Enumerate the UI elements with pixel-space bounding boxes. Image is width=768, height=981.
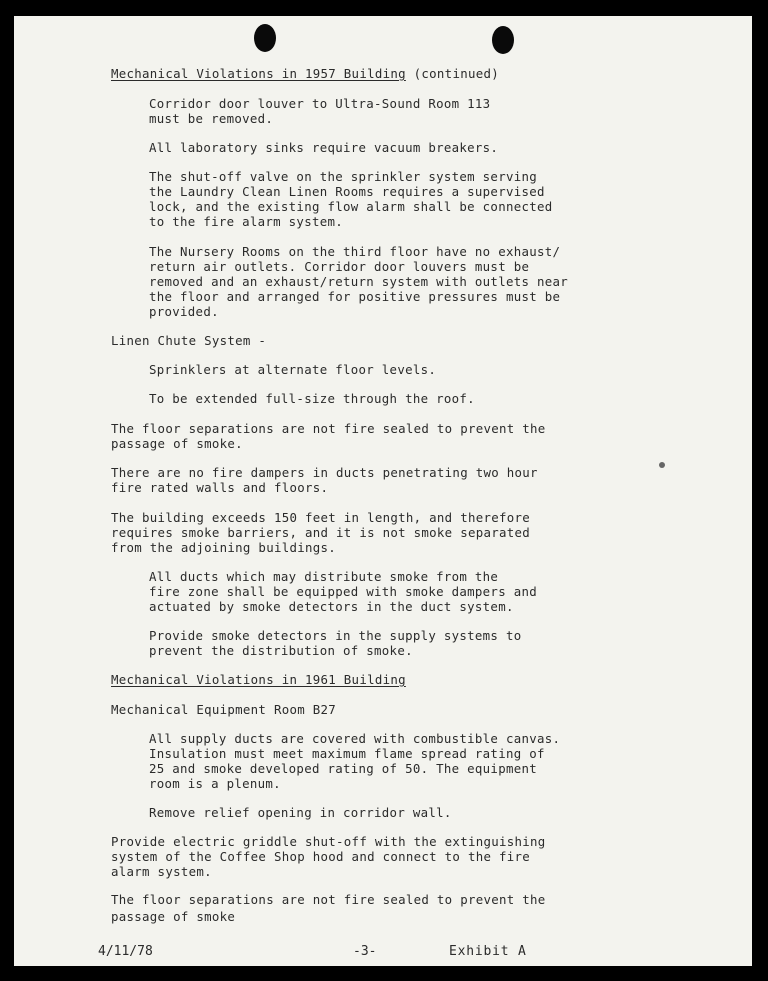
- punch-hole-left: [254, 24, 276, 52]
- equipment-room-title: Mechanical Equipment Room B27: [111, 702, 337, 717]
- text-line: must be removed.: [149, 111, 274, 126]
- text-line: requires smoke barriers, and it is not smoke separated: [111, 525, 531, 540]
- text-line: alarm system.: [111, 864, 212, 879]
- text-line: provided.: [149, 304, 219, 319]
- heading-1957-title: Mechanical Violations in 1957 Building: [111, 66, 406, 81]
- text-line: room is a plenum.: [149, 776, 281, 791]
- text-line: passage of smoke.: [111, 436, 243, 451]
- text-line: There are no fire dampers in ducts penetrating two hour: [111, 465, 538, 480]
- text-line: from the adjoining buildings.: [111, 540, 337, 555]
- text-line: Insulation must meet maximum flame spread rating of: [149, 746, 545, 761]
- text-line: The building exceeds 150 feet in length, and therefore: [111, 510, 531, 525]
- text-line: the floor and arranged for positive pressures must be: [149, 289, 561, 304]
- text-line: The shut-off valve on the sprinkler system serving: [149, 169, 537, 184]
- text-line: 25 and smoke developed rating of 50. The equipment: [149, 761, 537, 776]
- punch-hole-right: [492, 26, 514, 54]
- text-line: fire rated walls and floors.: [111, 480, 329, 495]
- text-line: Remove relief opening in corridor wall.: [149, 805, 452, 820]
- speck: [659, 462, 665, 468]
- footer-exhibit: Exhibit A: [449, 944, 527, 959]
- text-line: lock, and the existing flow alarm shall be connected: [149, 199, 553, 214]
- text-line: the Laundry Clean Linen Rooms requires a supervised: [149, 184, 545, 199]
- text-line: To be extended full-size through the roof.: [149, 391, 475, 406]
- heading-1957: [111, 66, 499, 81]
- text-line: The floor separations are not fire sealed to prevent the: [111, 892, 546, 907]
- footer-page-number: -3-: [353, 944, 377, 959]
- heading-1957-suffix: (continued): [413, 66, 499, 81]
- text-line: The Nursery Rooms on the third floor have no exhaust/: [149, 244, 561, 259]
- text-line: return air outlets. Corridor door louvers must be: [149, 259, 530, 274]
- text-line: removed and an exhaust/return system with outlets near: [149, 274, 569, 289]
- linen-chute-title: Linen Chute System -: [111, 333, 267, 348]
- text-line: Sprinklers at alternate floor levels.: [149, 362, 437, 377]
- text-line: to the fire alarm system.: [149, 214, 343, 229]
- document-page: [14, 16, 752, 966]
- text-line: Provide smoke detectors in the supply systems to: [149, 628, 522, 643]
- text-line: passage of smoke: [111, 909, 236, 924]
- text-line: Provide electric griddle shut-off with the extinguishing: [111, 834, 546, 849]
- text-line: All laboratory sinks require vacuum breakers.: [149, 140, 499, 155]
- text-line: fire zone shall be equipped with smoke dampers and: [149, 584, 537, 599]
- heading-1961: Mechanical Violations in 1961 Building: [111, 672, 406, 687]
- text-line: The floor separations are not fire sealed to prevent the: [111, 421, 546, 436]
- text-line: actuated by smoke detectors in the duct system.: [149, 599, 514, 614]
- text-line: prevent the distribution of smoke.: [149, 643, 413, 658]
- text-line: All ducts which may distribute smoke from the: [149, 569, 499, 584]
- text-line: Corridor door louver to Ultra-Sound Room 113: [149, 96, 491, 111]
- text-line: system of the Coffee Shop hood and connect to the fire: [111, 849, 531, 864]
- text-line: All supply ducts are covered with combustible canvas.: [149, 731, 561, 746]
- footer-date: 4/11/78: [98, 944, 153, 959]
